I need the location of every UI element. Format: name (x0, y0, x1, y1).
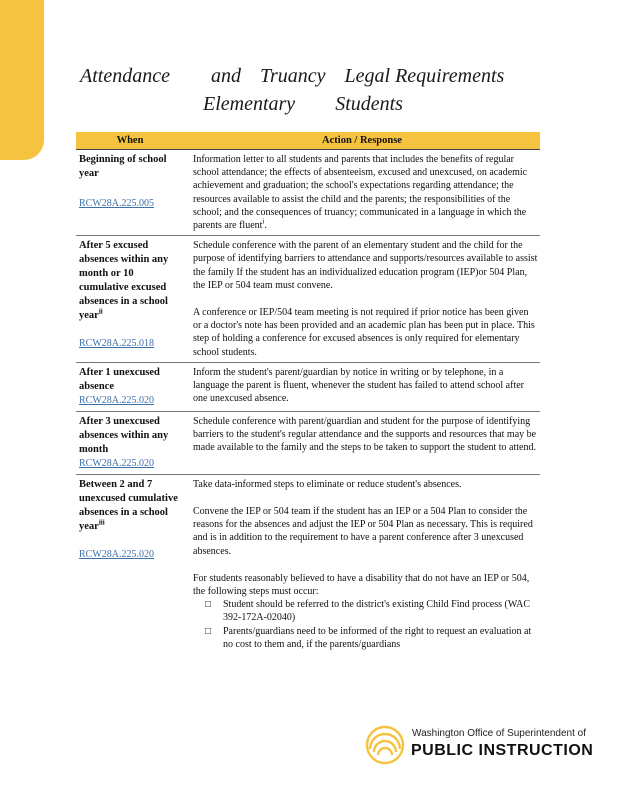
when-cell (76, 362, 184, 411)
title-word: Elementary (203, 93, 296, 115)
page-title (80, 62, 580, 118)
action-text: Information letter to all students and parents that includes the benefits of regular school attendance; the effects of absenteeism, excused and unexcused, on academic achievement and graduation; the school's expectations regarding attendance; the resources available to assist the child and the parents; the responsibilities of the school; and the consequences of truancy; communicated in a language in which the parents are fluent (193, 154, 528, 232)
action-cell (184, 236, 540, 363)
action-cell (184, 474, 540, 654)
when-cell (76, 411, 184, 474)
sunburst-logo-icon (364, 724, 406, 766)
org-line-2: PUBLIC INSTRUCTION (411, 742, 594, 759)
requirements-table (76, 132, 540, 654)
when-text: After 1 unexcused absence (79, 366, 160, 392)
action-text: For students reasonably believed to have a disability that do not have an IEP or 504, the following steps must occur: (193, 572, 530, 598)
action-text: Schedule conference with the parent of an elementary student and the child for the purpose of identifying barriers to attendance and supports/resources available to assist the family If the student has an individualized education program (IEP)or 504 Plan, the IEP or 504 team must convene. (193, 240, 538, 291)
accent-bar (0, 0, 44, 160)
bullet-icon: □ (204, 599, 212, 611)
when-cell (76, 236, 184, 363)
header-when: When (76, 132, 184, 150)
rcw-link[interactable]: RCW28A.225.020 (79, 457, 154, 469)
table-row (76, 236, 540, 363)
table-header-row (76, 132, 540, 150)
action-text: Schedule conference with parent/guardian and student for the purpose of identifying barriers to the student's regular attendance and the supports and resources that may be made available to the family and the steps to be taken to support the student to attend. (193, 415, 537, 454)
header-action: Action / Response (184, 132, 540, 150)
action-cell (184, 362, 540, 411)
action-text: Parents/guardians need to be informed of the right to request an evaluation at no cost to them and, if the parents/guardians (223, 625, 532, 650)
table-row (76, 411, 540, 474)
action-text: A conference or IEP/504 team meeting is not required if prior notice has been given or a doctor's note has been provided and an academic plan has been put in place. This step of holding a conference for excused absences is only required for elementary school students. (193, 307, 535, 358)
rcw-link[interactable]: RCW28A.225.020 (79, 394, 154, 406)
list-item (193, 625, 538, 651)
table-row (76, 362, 540, 411)
footnote-marker: iii (98, 518, 105, 527)
footnote-marker: i (262, 217, 265, 226)
footnote-marker: ii (98, 307, 103, 316)
when-cell (76, 474, 184, 654)
title-word: Legal Requirements (344, 65, 505, 87)
table-row (76, 474, 540, 654)
org-line-1: Washington Office of Superintendent of (412, 728, 586, 739)
table-row (76, 150, 540, 236)
action-text: Convene the IEP or 504 team if the student has an IEP or a 504 Plan to consider the reasons for the absences and adjust the IEP or 504 Plan as necessary. This is required and is in addition to the requirement to have a parent conference after 3 unexcused absences. (193, 506, 533, 557)
rcw-link[interactable]: RCW28A.225.005 (79, 198, 154, 209)
action-cell (184, 411, 540, 474)
action-text: Take data-informed steps to eliminate or reduce student's absences. (193, 478, 462, 490)
when-text: After 3 unexcused absences within any month (79, 415, 169, 455)
action-cell: Information letter to all students and parents that includes the benefits of regular school attendance; the effects of absenteeism, excused and unexcused, on academic achievement and graduation; the school's expectations regarding attendance; the resources available to assist the child and the parents; the responsibilities of the school; and the consequences of truancy; communicated in a language in which the parents are fluent$^i$. (184, 150, 540, 236)
when-text: Beginning of school year (79, 154, 167, 179)
when-text: Between 2 and 7 unexcused cumulative absences in a school year (79, 478, 178, 532)
bullet-icon: □ (204, 625, 212, 637)
title-word: Students (335, 93, 403, 115)
rcw-link[interactable]: RCW28A.225.018 (79, 338, 154, 350)
title-word: and (210, 65, 241, 87)
title-word: Truancy (259, 65, 326, 87)
title-word: Attendance (80, 65, 170, 87)
rcw-link[interactable]: RCW28A.225.020 (79, 548, 154, 560)
action-text: Student should be referred to the district's existing Child Find process (WAC 392-172A-02040) (223, 599, 531, 624)
list-item (193, 598, 538, 624)
when-text: After 5 excused absences within any month or 10 cumulative excused absences in a school year (79, 240, 169, 322)
ospi-logo (364, 722, 604, 768)
when-cell (76, 150, 184, 236)
action-text: Inform the student's parent/guardian by notice in writing or by telephone, in a language the parent is fluent, whenever the student has failed to attend school after one unexcused absence. (193, 366, 524, 405)
